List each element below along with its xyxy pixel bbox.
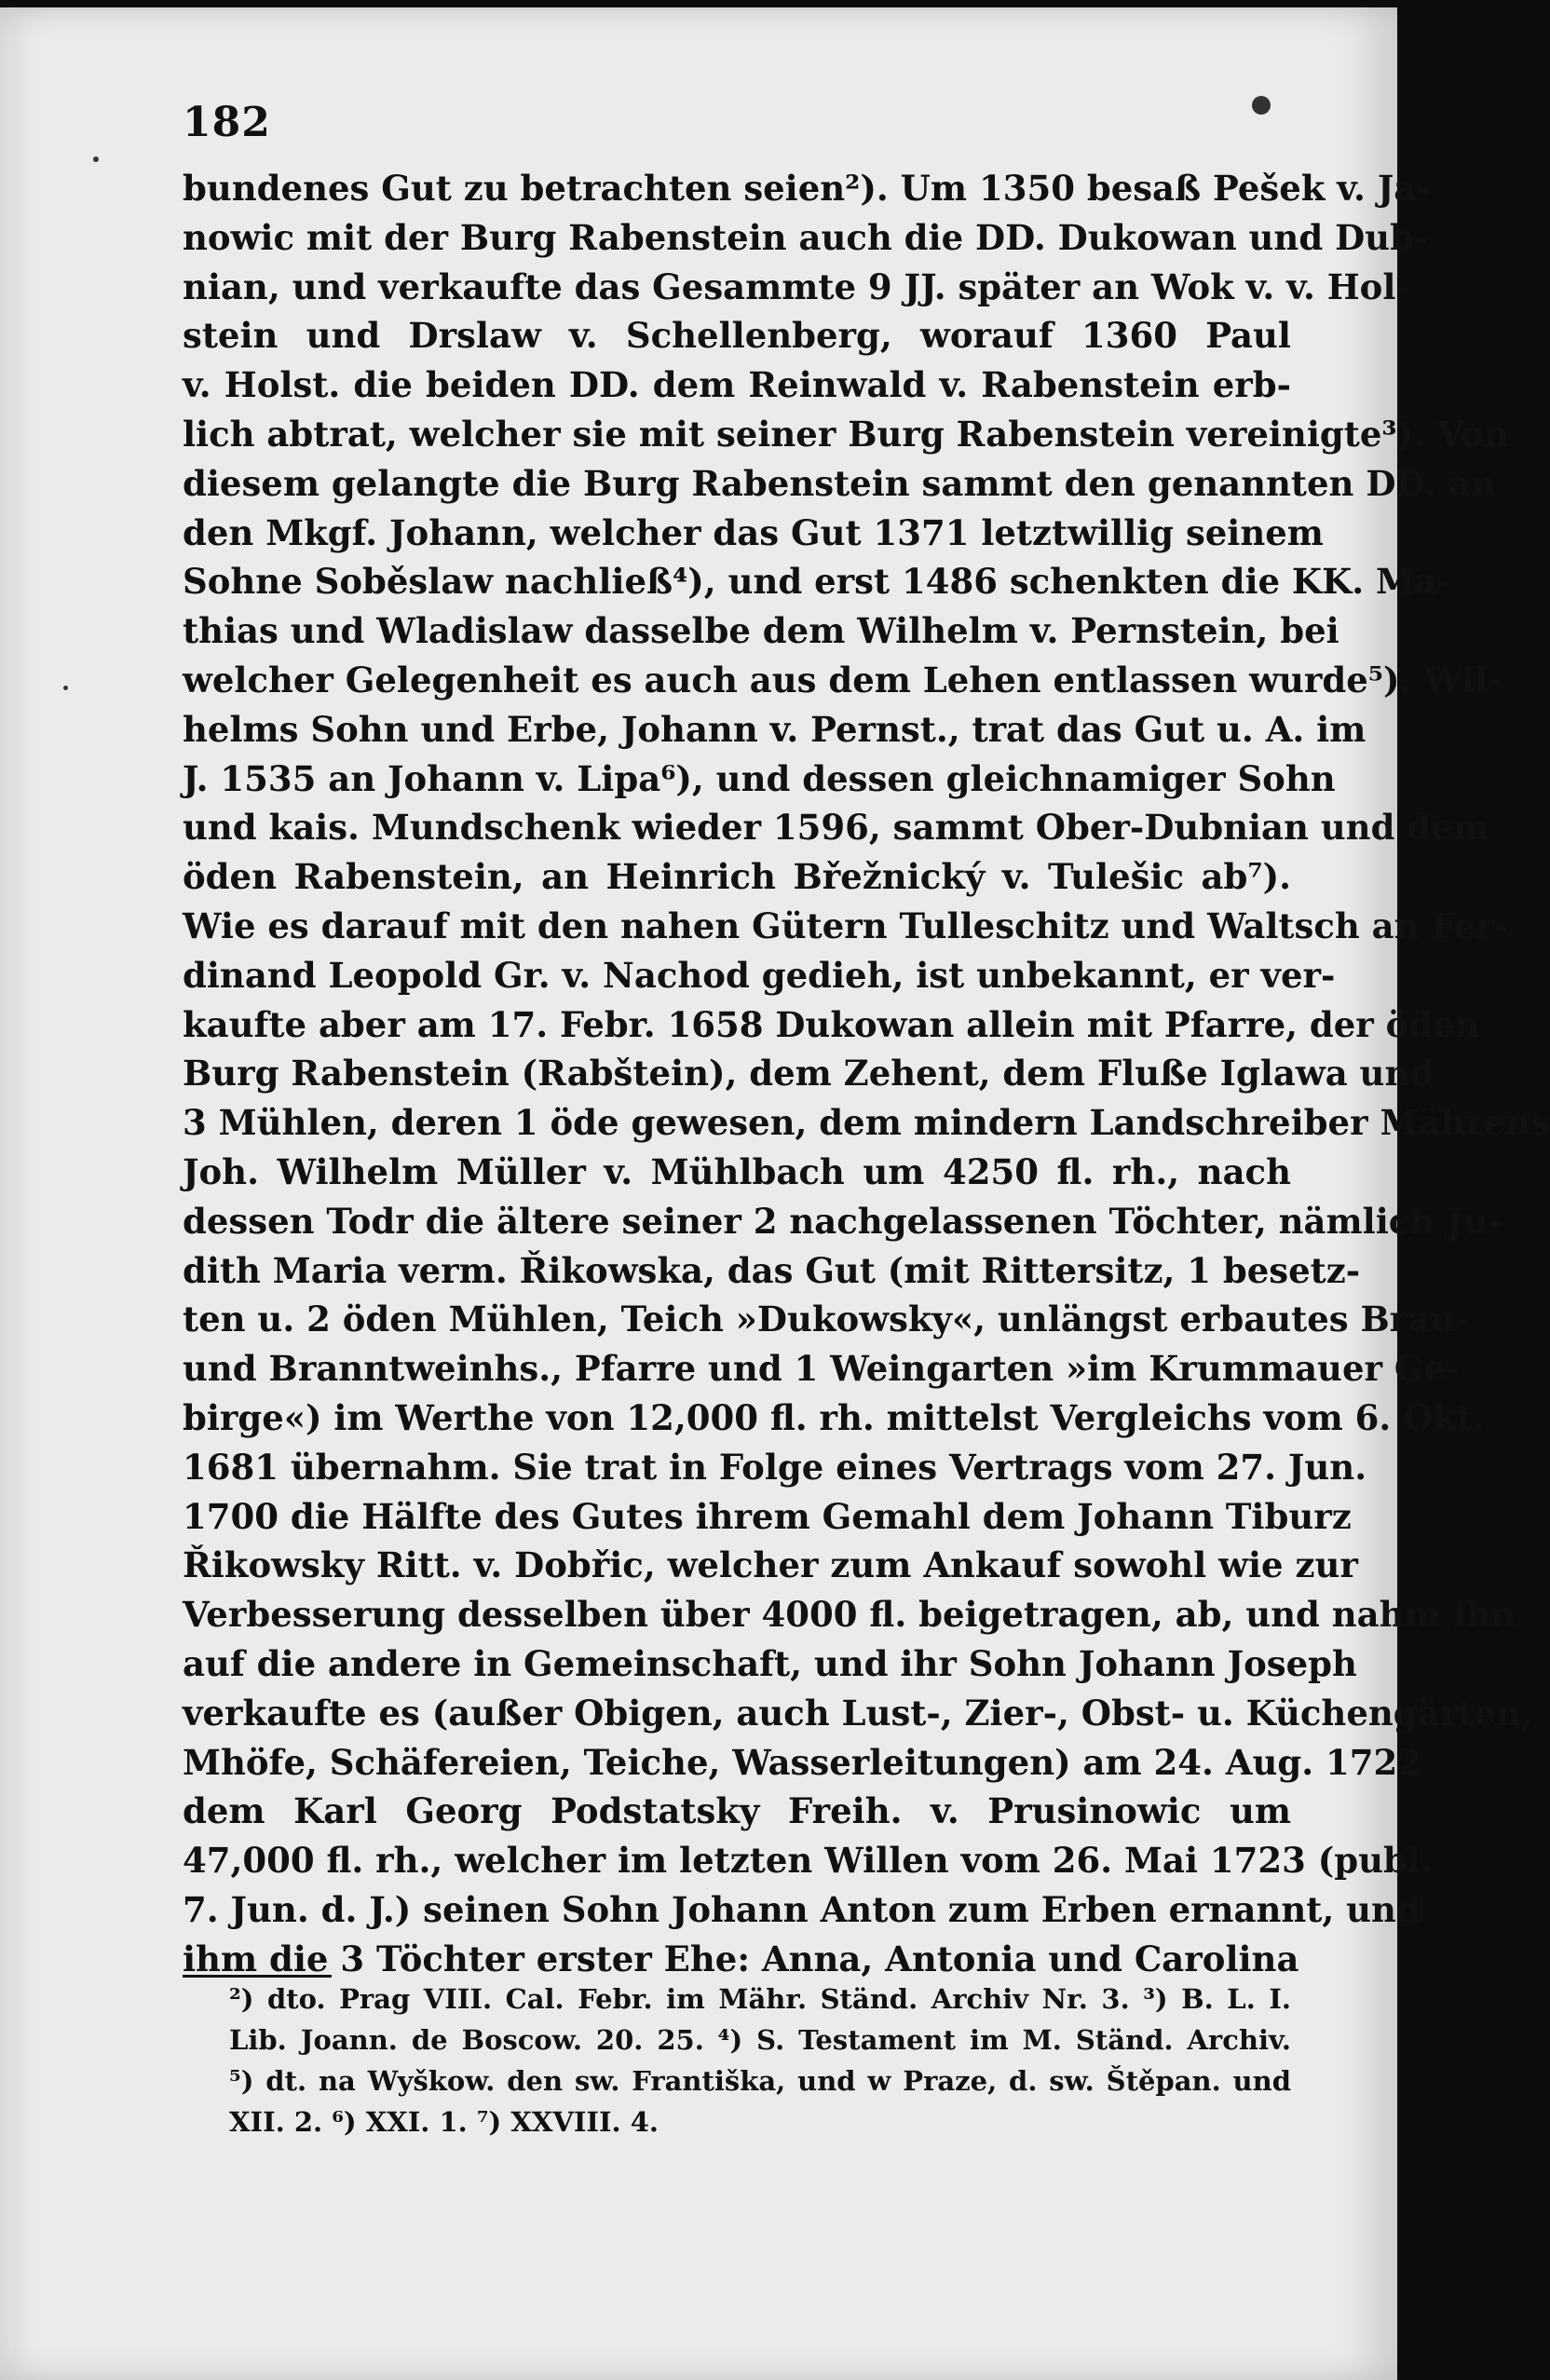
text-line: birge«) im Werthe von 12,000 fl. rh. mittelst Vergleichs vom 6. Okt. xyxy=(183,1396,1486,1438)
text-line: nowic mit der Burg Rabenstein auch die DD. Dukowan und Dub- xyxy=(183,216,1429,258)
text-line: dem Karl Georg Podstatsky Freih. v. Prusinowic um xyxy=(183,1790,1291,1832)
footnotes xyxy=(229,1979,1291,2142)
text-line: 1700 die Hälfte des Gutes ihrem Gemahl dem Johann Tiburz xyxy=(183,1495,1352,1537)
text-line: v. Holst. die beiden DD. dem Reinwald v. Rabenstein erb- xyxy=(183,364,1291,406)
footnote-line: ⁵) dt. na Wyškow. den sw. Františka, und w Praze, d. sw. Štěpan. und xyxy=(229,2065,1291,2097)
text-line: diesem gelangte die Burg Rabenstein sammt den genannten DD. an xyxy=(183,462,1496,504)
text-line: stein und Drslaw v. Schellenberg, worauf 1360 Paul xyxy=(183,315,1291,357)
text-line: 1681 übernahm. Sie trat in Folge eines Vertrags vom 27. Jun. xyxy=(183,1446,1367,1488)
text-line: öden Rabenstein, an Heinrich Břežnický v. Tulešic ab⁷). xyxy=(183,856,1291,898)
text-line: 47,000 fl. rh., welcher im letzten Willen vom 26. Mai 1723 (publ. xyxy=(183,1840,1433,1882)
text-line: Verbesserung desselben über 4000 fl. beigetragen, ab, und nahm ihn xyxy=(183,1594,1516,1636)
text-line: J. 1535 an Johann v. Lipa⁶), und dessen gleichnamiger Sohn xyxy=(183,757,1336,799)
text-line: den Mkgf. Johann, welcher das Gut 1371 letztwillig seinem xyxy=(183,511,1324,553)
text-line: welcher Gelegenheit es auch aus dem Lehen entlassen wurde⁵). Wil- xyxy=(183,659,1502,700)
footnote-line: ²) dto. Prag VIII. Cal. Febr. im Mähr. Ständ. Archiv Nr. 3. ³) B. L. I. xyxy=(229,1983,1291,2015)
text-line: Burg Rabenstein (Rabštein), dem Zehent, dem Fluße Iglawa und xyxy=(183,1053,1434,1095)
text-line: 3 Mühlen, deren 1 öde gewesen, dem mindern Landschreiber Mährens xyxy=(183,1102,1550,1144)
text-line: lich abtrat, welcher sie mit seiner Burg Rabenstein vereinigte³). Von xyxy=(183,413,1509,455)
text-line: dessen Todr die ältere seiner 2 nachgelassenen Töchter, nämlich Ju- xyxy=(183,1200,1502,1242)
text-line: dith Maria verm. Řikowska, das Gut (mit Rittersitz, 1 besetz- xyxy=(183,1249,1361,1291)
footnote-divider xyxy=(183,1975,332,1978)
text-line: ten u. 2 öden Mühlen, Teich »Dukowsky«, unlängst erbautes Brau- xyxy=(183,1299,1470,1340)
text-line: Řikowsky Ritt. v. Dobřic, welcher zum Ankauf sowohl wie zur xyxy=(183,1544,1358,1586)
text-line: und kais. Mundschenk wieder 1596, sammt Ober-Dubnian und dem xyxy=(183,807,1489,849)
text-line: bundenes Gut zu betrachten seien²). Um 1350 besaß Pešek v. Ja- xyxy=(183,168,1431,209)
page-number: 182 xyxy=(183,99,271,146)
text-line: thias und Wladislaw dasselbe dem Wilhelm v. Pernstein, bei xyxy=(183,610,1339,652)
text-line: dinand Leopold Gr. v. Nachod gedieh, ist unbekannt, er ver- xyxy=(183,954,1336,996)
text-line: nian, und verkaufte das Gesammte 9 JJ. später an Wok v. v. Hol- xyxy=(183,265,1410,307)
text-line: helms Sohn und Erbe, Johann v. Pernst., trat das Gut u. A. im xyxy=(183,708,1366,750)
book-page xyxy=(0,7,1550,2380)
text-line: und Branntweinhs., Pfarre und 1 Weingarten »im Krummauer Ge- xyxy=(183,1348,1461,1390)
text-line: kaufte aber am 17. Febr. 1658 Dukowan allein mit Pfarre, der öden xyxy=(183,1003,1480,1045)
page-speck xyxy=(1252,96,1271,115)
text-line: ihm die 3 Töchter erster Ehe: Anna, Antonia und Carolina xyxy=(183,1938,1299,1979)
text-line: Wie es darauf mit den nahen Gütern Tulleschitz und Waltsch an Fer- xyxy=(183,904,1509,946)
text-line: verkaufte es (außer Obigen, auch Lust-, Zier-, Obst- u. Küchengärten, xyxy=(183,1692,1533,1734)
text-line: Sohne Soběslaw nachließ⁴), und erst 1486 schenkten die KK. Ma- xyxy=(183,561,1451,603)
page-speck xyxy=(93,156,99,162)
text-line: auf die andere in Gemeinschaft, und ihr Sohn Johann Joseph xyxy=(183,1642,1357,1684)
body-text xyxy=(183,164,1550,1983)
footnote-line: Lib. Joann. de Boscow. 20. 25. ⁴) S. Testament im M. Ständ. Archiv. xyxy=(229,2024,1291,2056)
footnote-line: XII. 2. ⁶) XXI. 1. ⁷) XXVIII. 4. xyxy=(229,2106,659,2138)
text-line: Joh. Wilhelm Müller v. Mühlbach um 4250 fl. rh., nach xyxy=(183,1150,1291,1192)
page-speck xyxy=(63,686,68,690)
text-line: Mhöfe, Schäfereien, Teiche, Wasserleitungen) am 24. Aug. 1722 xyxy=(183,1741,1421,1783)
text-line: 7. Jun. d. J.) seinen Sohn Johann Anton zum Erben ernannt, und xyxy=(183,1888,1421,1930)
